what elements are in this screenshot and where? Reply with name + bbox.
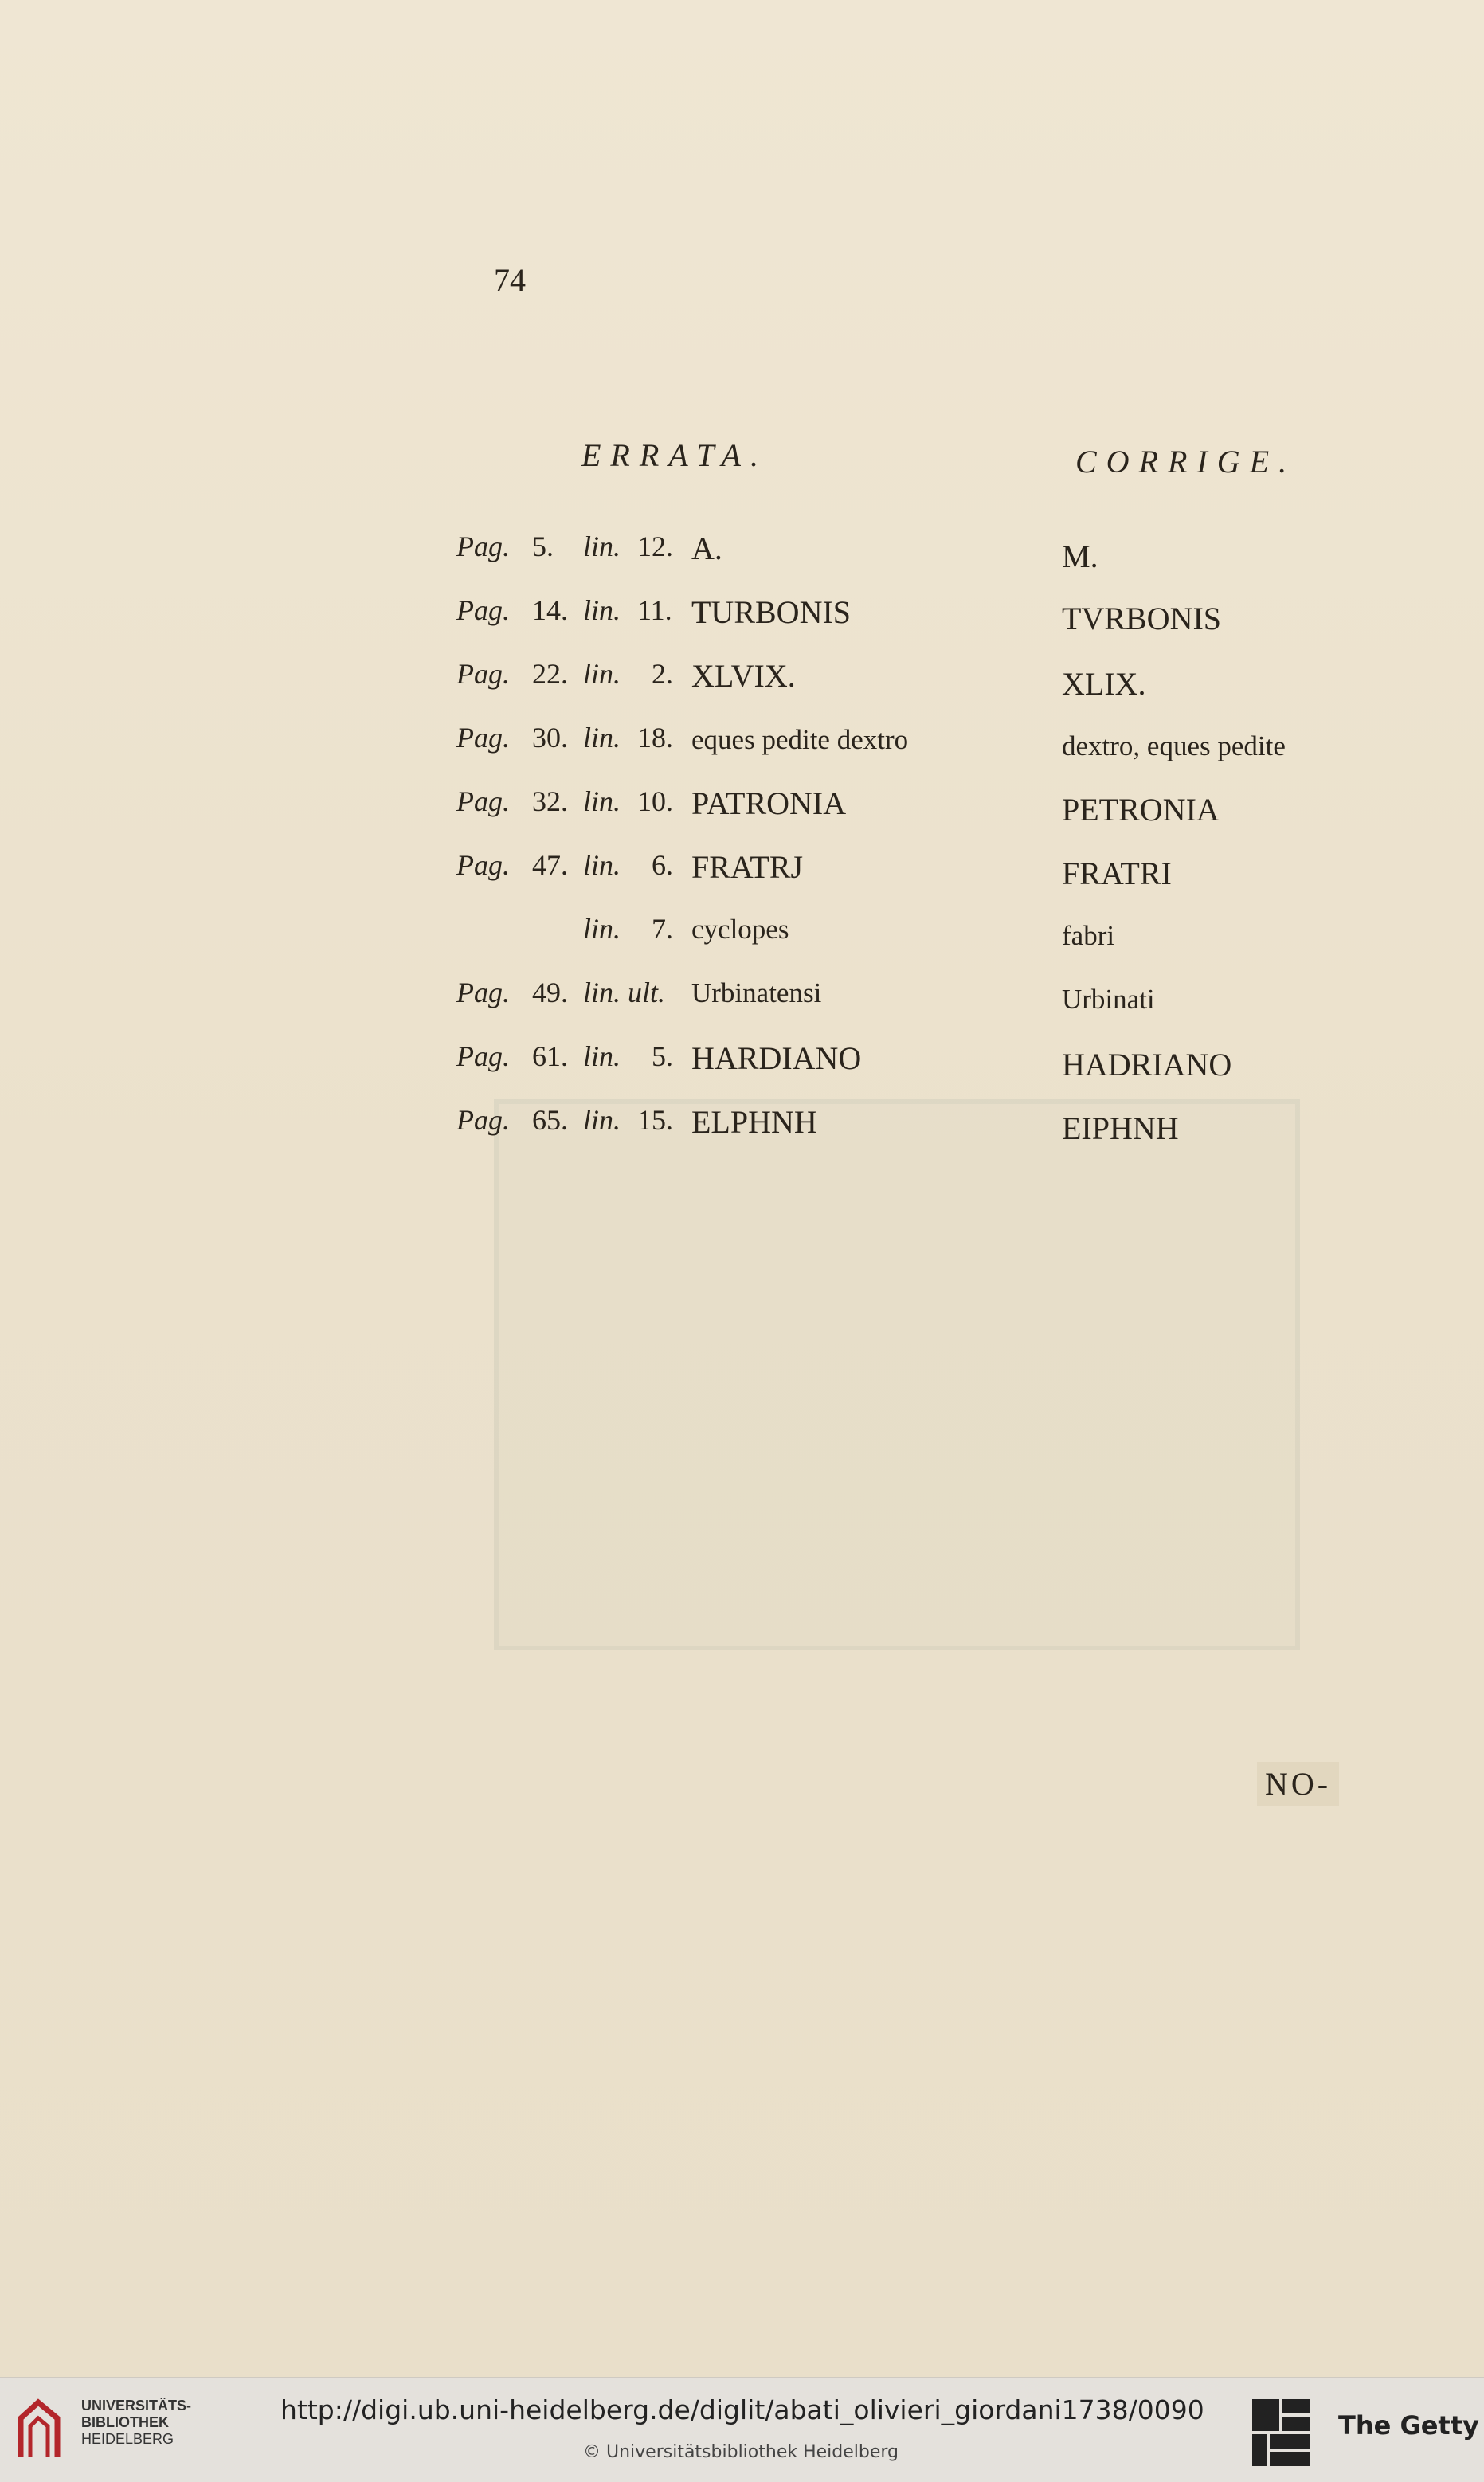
lin-label: lin.	[583, 785, 621, 817]
library-name: UNIVERSITÄTS- BIBLIOTHEK HEIDELBERG	[81, 2398, 192, 2447]
copyright-notice: © Universitätsbibliothek Heidelberg	[583, 2442, 899, 2462]
page-ref: 65.	[532, 1104, 568, 1136]
error-text: FRATRJ	[691, 849, 804, 885]
line-ref: 15.	[637, 1104, 673, 1136]
pag-label: Pag.	[456, 594, 510, 626]
error-text: PATRONIA	[691, 785, 847, 821]
page-ref: 47.	[532, 849, 568, 881]
errata-row	[0, 1103, 1484, 1151]
viewer-footer	[0, 2377, 1484, 2482]
catchword: NO-	[1257, 1762, 1339, 1806]
heidelberg-library-logo-icon[interactable]	[14, 2394, 64, 2466]
error-text: TURBONIS	[691, 594, 852, 630]
correction-text: XLIX.	[1062, 666, 1146, 702]
errata-heading: ERRATA.	[581, 437, 768, 473]
pag-label: Pag.	[456, 530, 510, 562]
correction-text: PETRONIA	[1062, 792, 1220, 828]
bleed-through-shadow	[526, 335, 1466, 430]
lin-label: lin.	[583, 913, 621, 945]
bleed-through-engraving	[494, 1099, 1300, 1650]
errata-row	[0, 976, 1484, 1024]
pag-label: Pag.	[456, 977, 510, 1008]
errata-row	[0, 785, 1484, 832]
correction-text: Urbinati	[1062, 984, 1155, 1015]
error-text: A.	[691, 530, 722, 566]
correction-text: FRATRI	[1062, 855, 1172, 891]
correction-text: fabri	[1062, 920, 1115, 951]
error-text: eques pedite dextro	[691, 724, 909, 755]
line-ref: 18.	[637, 722, 673, 754]
page-ref: 30.	[532, 722, 568, 754]
correction-text: EIPHNH	[1062, 1110, 1179, 1146]
pag-label: Pag.	[456, 1104, 510, 1136]
page-ref: 49.	[532, 977, 568, 1008]
page-ref: 61.	[532, 1040, 568, 1072]
error-text: Urbinatensi	[691, 977, 822, 1008]
lin-label: lin.	[583, 849, 621, 881]
lin-label: lin.	[583, 530, 621, 562]
line-ref: 5.	[652, 1040, 673, 1072]
error-text: ELPHNH	[691, 1104, 817, 1140]
line-ref: 2.	[652, 658, 673, 690]
page-ref: 32.	[532, 785, 568, 817]
correction-text: dextro, eques pedite	[1062, 730, 1286, 761]
lin-label: lin.	[583, 1104, 621, 1136]
correction-text: M.	[1062, 538, 1098, 574]
lin-label: lin.	[583, 658, 621, 690]
page-ref: 22.	[532, 658, 568, 690]
errata-row	[0, 593, 1484, 641]
errata-row	[0, 657, 1484, 705]
lin-label: lin.	[583, 594, 621, 626]
errata-row	[0, 912, 1484, 960]
permalink-url[interactable]: http://digi.ub.uni-heidelberg.de/diglit/abati_olivieri_giordani1738/0090	[280, 2394, 1204, 2425]
pag-label: Pag.	[456, 722, 510, 754]
errata-row	[0, 848, 1484, 896]
pag-label: Pag.	[456, 849, 510, 881]
page-ref: 14.	[532, 594, 568, 626]
page-number: 74	[494, 262, 526, 298]
line-ref: 10.	[637, 785, 673, 817]
pag-label: Pag.	[456, 785, 510, 817]
errata-row	[0, 1039, 1484, 1087]
error-text: cyclopes	[691, 914, 789, 945]
line-ref: 11.	[637, 594, 672, 626]
correction-text: HADRIANO	[1062, 1047, 1232, 1082]
lin-label: lin.	[583, 722, 621, 754]
pag-label: Pag.	[456, 658, 510, 690]
lin-label: lin.	[583, 1040, 621, 1072]
errata-row	[0, 530, 1484, 577]
line-ref: 6.	[652, 849, 673, 881]
pag-label: Pag.	[456, 1040, 510, 1072]
error-text: XLVIX.	[691, 658, 796, 694]
correction-text: TVRBONIS	[1062, 601, 1222, 636]
corrige-heading: CORRIGE.	[1075, 444, 1297, 480]
line-ref: 12.	[637, 530, 673, 562]
errata-row	[0, 721, 1484, 769]
page-ref: 5.	[532, 530, 554, 562]
lin-label: lin. ult.	[583, 977, 666, 1008]
line-ref: 7.	[652, 913, 673, 945]
getty-label: The Getty	[1338, 2410, 1479, 2441]
error-text: HARDIANO	[691, 1040, 862, 1076]
getty-logo-icon[interactable]	[1249, 2396, 1313, 2469]
